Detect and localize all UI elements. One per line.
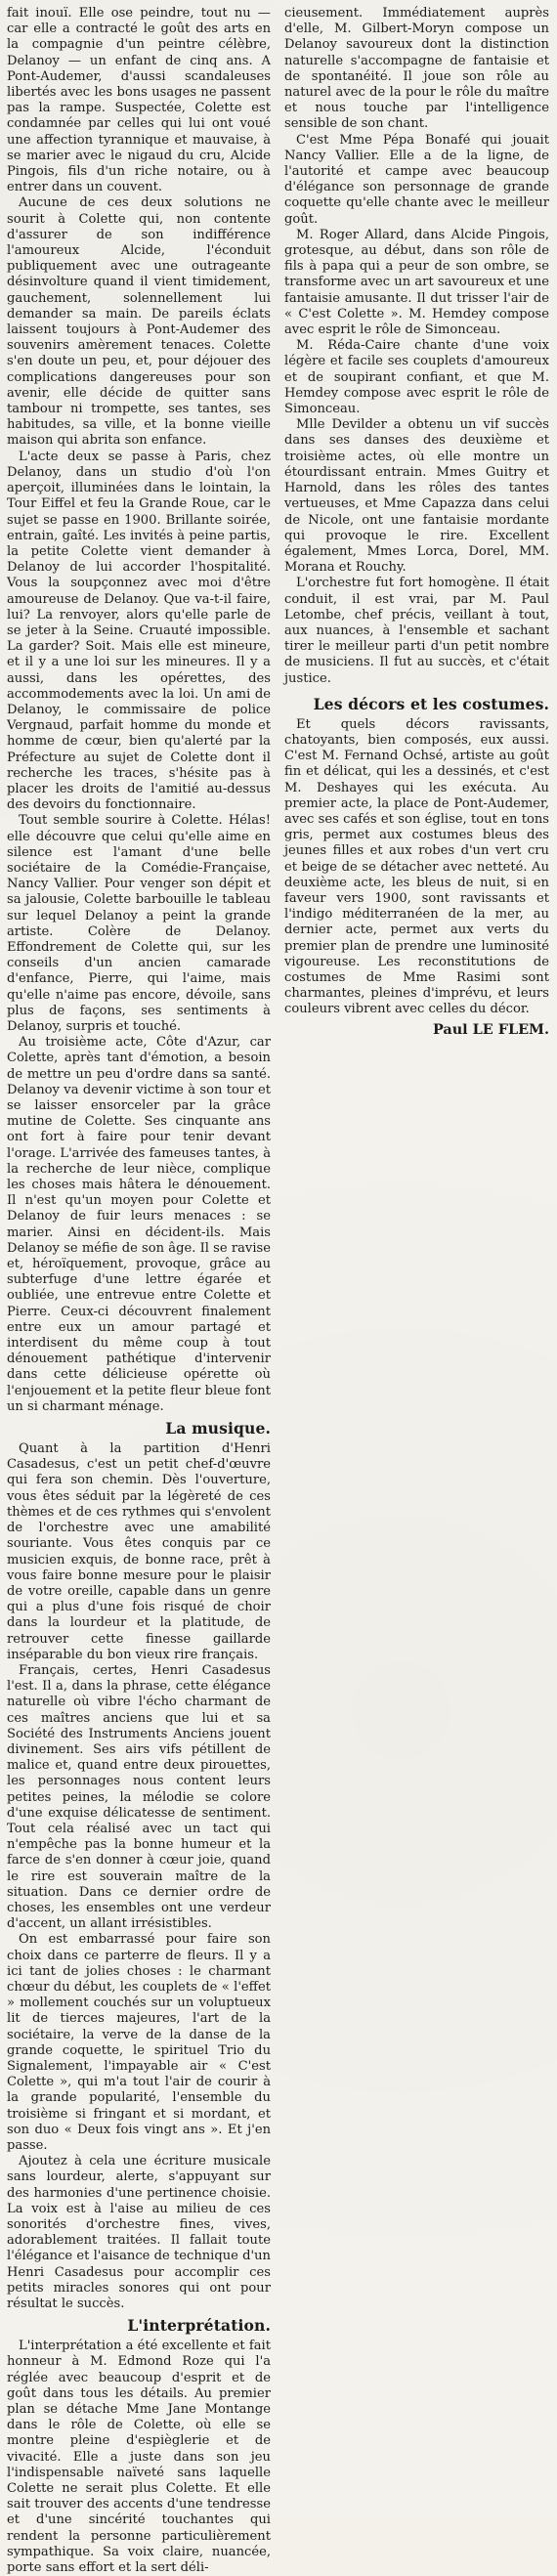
interpretation-continued-paragraph-6: L'orchestre fut fort homogène. Il était conduit, il est vrai, par M. Paul Letombe, chef précis, veillant à tout, aux nuances, à l'ensemble et sachant tirer le meilleur parti d'un petit nombre de musiciens. Il fut au succès, et c'était justice. bbox=[284, 576, 549, 686]
article-paragraph-5: Au troisième acte, Côte d'Azur, car Colette, après tant d'émotion, a besoin de mettre un peu d'ordre dans sa santé. Delanoy va devenir victime à son tour et se laisser ensorceler par la grâce mutine de Colette. Ses cinquante ans ont fort à faire pour tenir devant l'orage. L'arrivée des fameuses tantes, à la recherche de leur nièce, complique les choses mais hâtera le dénouement. Il n'est qu'un moyen pour Colette et Delanoy de fuir leurs menaces : se marier. Ainsi en décident-ils. Mais Delanoy se méfie de son âge. Il se ravise et, héroïquement, provoque, grâce au subterfuge d'une lettre égarée et oubliée, une entrevue entre Colette et Pierre. Ceux-ci découvrent finalement entre eux un amour partagé et interdisent du même coup à tout dénouement pathétique d'intervenir dans cette délicieuse opérette où l'enjouement et la petite fleur bleue font un si charmant ménage. bbox=[7, 1035, 271, 1414]
article-paragraph-3: L'acte deux se passe à Paris, chez Delanoy, dans un studio d'où l'on aperçoit, illuminées dans le lointain, la Tour Eiffel et feu la Grande Roue, car le sujet se passe en 1900. Brillante soirée, entrain, gaîté. Les invités à peine partis, la petite Colette vient demander à Delanoy de lui accorder l'hospitalité. Vous la soupçonnez avec moi d'être amoureuse de Delanoy. Que va-t-il faire, lui? La renvoyer, alors qu'elle parle de se jeter à la Seine. Cruauté impossible. La garder? Soit. Mais elle est mineure, et il y a une loi sur les mineures. Il y a aussi, dans les opérettes, des accommodements avec la loi. Un ami de Delanoy, le commissaire de police Vergnaud, parfait homme du monde et homme de cœur, bien qu'alerté par la Préfecture au sujet de Colette dont il recherche les traces, s'hésite pas à placer les droits de l'amitié au-dessus des devoirs du fonctionnaire. bbox=[7, 449, 271, 813]
author-signature: Paul LE FLEM. bbox=[432, 1020, 549, 1038]
section-heading-music: La musique. bbox=[165, 1419, 271, 1438]
article-paragraph-4: Tout semble sourire à Colette. Hélas! elle découvre que celui qu'elle aime en silence est l'amant d'une belle sociétaire de la Comédie-Française, Nancy Vallier. Pour venger son dépit et sa jalousie, Colette barbouille le tableau sur lequel Delanoy a peint la grande artiste. Colère de Delanoy. Effondrement de Colette qui, sur les conseils d'un ancien camarade d'enfance, Pierre, qui l'aime, mais qu'elle n'aime pas encore, dévoile, sans plus de façons, ses sentiments à Delanoy, surpris et touché. bbox=[7, 813, 271, 1034]
section-spacer bbox=[7, 2312, 271, 2314]
interpretation-paragraph-1: L'interprétation a été excellente et fait honneur à M. Edmond Roze qui l'a réglée avec beaucoup d'esprit et de goût dans tous les détails. Au premier plan se détache Mme Jane Montange dans le rôle de Colette, où elle se montre pleine d'espièglerie et de vivacité. Elle a juste dans son jeu l'indispensable naïveté sans laquelle Colette ne serait plus Colette. Et elle sait trouver des accents d'une tendresse et d'une sincérité touchantes qui rendent la personne particulièrement sympathique. Sa voix claire, nuancée, porte sans effort et la sert déli- bbox=[7, 2339, 271, 2576]
section-spacer bbox=[284, 687, 549, 693]
section-heading-interpretation: L'interprétation. bbox=[127, 2316, 271, 2336]
music-paragraph-2: Français, certes, Henri Casadesus l'est. Il a, dans la phrase, cette élégance naturelle où vibre l'écho charmant de ces maîtres anciens que lui et sa Société des Instruments Anciens jouent divinement. Ses airs vifs pétillent de malice et, quand entre deux pirouettes, les personnages nous content leurs petites peines, la mélodie se colore d'une exquise délicatesse de sentiment. Tout cela réalisé avec un tact qui n'empêche pas la bonne humeur et la farce de s'en donner à cœur joie, quand le rire est souverain maître de la situation. Dans ce dernier ordre de choses, les ensembles ont une verdeur d'accent, un allant irrésistibles. bbox=[7, 1662, 271, 1932]
article-paragraph-1: fait inouï. Elle ose peindre, tout nu — car elle a contracté le goût des arts en la compagnie d'un peintre célèbre, Delanoy — un enfant de cinq ans. A Pont-Audemer, d'aussi scandaleuses libertés avec les bons usages ne passent pas la rampe. Suspectée, Colette est condamnée par celles qui lui ont voué une affection tyrannique et mauvaise, à se marier avec le nigaud du cru, Alcide Pingois, fils d'un riche notaire, ou à entrer dans un couvent. bbox=[7, 6, 271, 195]
article-paragraph-2: Aucune de ces deux solutions ne sourit à Colette qui, non contente d'assurer de son indifférence l'amoureux Alcide, l'éconduit publiquement avec une outrageante désinvolture quand il vient timidement, gauchement, solennellement lui demander sa main. De pareils éclats laissent toujours à Pont-Audemer des souvenirs amèrement tenaces. Colette s'en doute un peu, et, pour déjouer des complications dangereuses pour son avenir, elle décide de quitter sans tambour ni trompette, ses tantes, ses habitudes, sa ville, et la bonne vieille maison qui abrita son enfance. bbox=[7, 195, 271, 449]
right-column bbox=[284, 6, 549, 1038]
section-spacer bbox=[7, 1415, 271, 1417]
section-heading-sets: Les décors et les costumes. bbox=[313, 694, 549, 713]
sets-paragraph-1: Et quels décors ravissants, chatoyants, bien composés, eux aussi. C'est M. Fernand Ochsé, artiste au goût fin et délicat, qui les a dessinés, et c'est M. Deshayes qui les exécuta. Au premier acte, la place de Pont-Audemer, avec ses cafés et son église, tout en tons gris, permet aux costumes bleus des jeunes filles et aux robes d'un vert cru et beige de se détacher avec netteté. Au deuxième acte, les bleus de nuit, si en faveur vers 1900, sont ravissants et l'indigo méditerranéen de la mer, au dernier acte, permet aux verts du premier plan de prendre une luminosité vigoureuse. Les reconstitutions de costumes de Mme Rasimi sont charmantes, pleines d'imprévu, et leurs couleurs vibrent avec celles du décor. bbox=[284, 716, 549, 1017]
music-paragraph-4: Ajoutez à cela une écriture musicale sans lourdeur, alerte, s'appuyant sur des harmonies d'une pertinence choisie. La voix est à l'aise au milieu de ces sonorités d'orchestre fines, vives, adorablement traitées. Il fallait toute l'élégance et l'aisance de technique d'un Henri Casadesus pour accomplir ces petits miracles sonores qui ont pour résultat le succès. bbox=[7, 2154, 271, 2312]
interpretation-continued-paragraph-1: cieusement. Immédiatement auprès d'elle, M. Gilbert-Moryn compose un Delanoy savoureux dont la distinction naturelle s'accompagne de fantaisie et de spontanéité. Il joue son rôle au naturel avec de la pour le rôle du maître et nous touche par l'intelligence sensible de son chant. bbox=[284, 6, 549, 132]
interpretation-continued-paragraph-4: M. Réda-Caire chante d'une voix légère et facile ses couplets d'amoureux et de soupirant confiant, et que M. Hemdey compose avec esprit le rôle de Simonceau. bbox=[284, 338, 549, 417]
music-paragraph-3: On est embarrassé pour faire son choix dans ce parterre de fleurs. Il y a ici tant de jolies choses : le charmant chœur du début, les couplets de « l'effet » mollement couchés sur un voluptueux lit de tierces majeures, l'art de la sociétaire, la verve de la danse de la grande coquette, le spirituel Trio du Signalement, l'impayable air « C'est Colette », qui m'a tout l'air de courir à la grande popularité, l'ensemble du troisième si fringant et si mordant, et son duo « Deux fois vingt ans ». Et j'en passe. bbox=[7, 1932, 271, 2154]
music-paragraph-1: Quant à la partition d'Henri Casadesus, c'est un petit chef-d'œuvre qui fera son chemin. Dès l'ouverture, vous êtes séduit par la légèreté de ces thèmes et de ces rythmes qui s'envolent de l'orchestre avec une amabilité souriante. Vous êtes conquis par ce musicien exquis, de bonne race, prêt à vous faire bonne mesure pour le plaisir de votre oreille, capable dans un genre qui a plus d'une fois risqué de choir dans la lourdeur et la platitude, de retrouver cette finesse gaillarde inséparable du bon vieux rire français. bbox=[7, 1441, 271, 1662]
interpretation-continued-paragraph-2: C'est Mme Pépa Bonafé qui jouait Nancy Vallier. Elle a de la ligne, de l'autorité et campe avec beaucoup d'élégance son personnage de grande coquette qu'elle chante avec le meilleur goût. bbox=[284, 132, 549, 227]
interpretation-continued-paragraph-3: M. Roger Allard, dans Alcide Pingois, grotesque, au début, dans son rôle de fils à papa qui a peur de son ombre, se transforme avec un art savoureux et une fantaisie amusante. Il dut trisser l'air de « C'est Colette ». M. Hemdey compose avec esprit le rôle de Simonceau. bbox=[284, 227, 549, 338]
interpretation-continued-paragraph-5: Mlle Devilder a obtenu un vif succès dans ses danses des deuxième et troisième actes, où elle montre un étourdissant entrain. Mmes Guitry et Harnold, dans les rôles des tantes vertueuses, et Mme Capazza dans celui de Nicole, ont une fantaisie mordante qui provoque le rire. Excellent également, Mmes Lorca, Dorel, MM. Morana et Rouchy. bbox=[284, 417, 549, 576]
left-column bbox=[7, 6, 271, 2576]
